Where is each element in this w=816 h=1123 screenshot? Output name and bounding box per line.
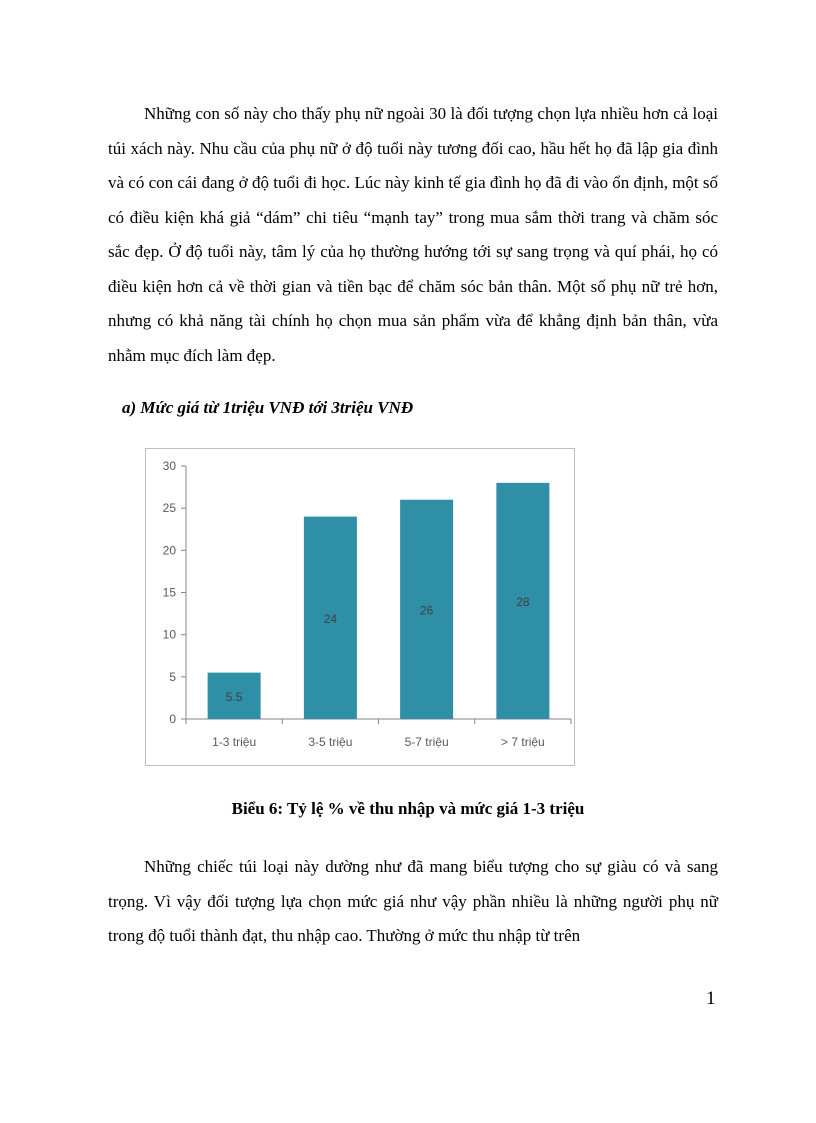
y-tick-label: 0 xyxy=(169,712,176,726)
y-tick-label: 5 xyxy=(169,669,176,684)
bar-chart xyxy=(146,449,576,767)
x-tick-label: 3-5 triệu xyxy=(308,735,353,749)
y-axis-ticks xyxy=(163,459,186,726)
bar-data-label: 28 xyxy=(516,594,530,609)
y-tick-label: 10 xyxy=(162,627,176,642)
bar-chart-frame xyxy=(145,448,575,766)
y-tick-label: 20 xyxy=(162,543,176,558)
chart-caption: Biểu 6: Tỷ lệ % về thu nhập và mức giá 1-3 triệu xyxy=(231,799,585,818)
y-tick-label: 30 xyxy=(162,459,176,473)
bar-data-label: 5.5 xyxy=(225,689,243,704)
page-number: 1 xyxy=(706,988,716,1009)
x-axis-ticks xyxy=(186,719,571,749)
section-heading: a) Mức giá từ 1triệu VNĐ tới 3triệu VNĐ xyxy=(122,398,414,417)
bar-series xyxy=(208,483,550,719)
bar-data-label: 24 xyxy=(323,611,338,626)
x-tick-label: 1-3 triệu xyxy=(212,735,257,749)
x-tick-label: > 7 triệu xyxy=(501,735,545,749)
bar-data-label: 26 xyxy=(419,603,434,618)
body-paragraph-2: Những chiếc túi loại này dường như đã mang biểu tượng cho sự giàu có và sang trọng. Vì vậy đối tượng lựa chọn mức giá như vậy phần nhiều là những người phụ nữ trong độ tuổi thành đạt, thu nhập cao. Thường ở mức thu nhập từ trên xyxy=(108,857,718,945)
y-tick-label: 25 xyxy=(162,501,176,516)
y-tick-label: 15 xyxy=(162,585,176,600)
x-tick-label: 5-7 triệu xyxy=(404,735,449,749)
body-paragraph-1: Những con số này cho thấy phụ nữ ngoài 30 là đối tượng chọn lựa nhiều hơn cả loại túi xách này. Nhu cầu của phụ nữ ở độ tuổi này tương đối cao, hầu hết họ đã lập gia đình và có con cái đang ở độ tuổi đi học. Lúc này kinh tế gia đình họ đã đi vào ổn định, một số có điều kiện khá giả “dám” chi tiêu “mạnh tay” trong mua sắm thời trang và chăm sóc sắc đẹp. Ở độ tuổi này, tâm lý của họ thường hướng tới sự sang trọng và quí phái, họ có điều kiện hơn cả về thời gian và tiền bạc để chăm sóc bản thân. Một số phụ nữ trẻ hơn, nhưng có khả năng tài chính họ chọn mua sản phẩm vừa để khẳng định bản thân, vừa nhằm mục đích làm đẹp. xyxy=(108,104,719,365)
